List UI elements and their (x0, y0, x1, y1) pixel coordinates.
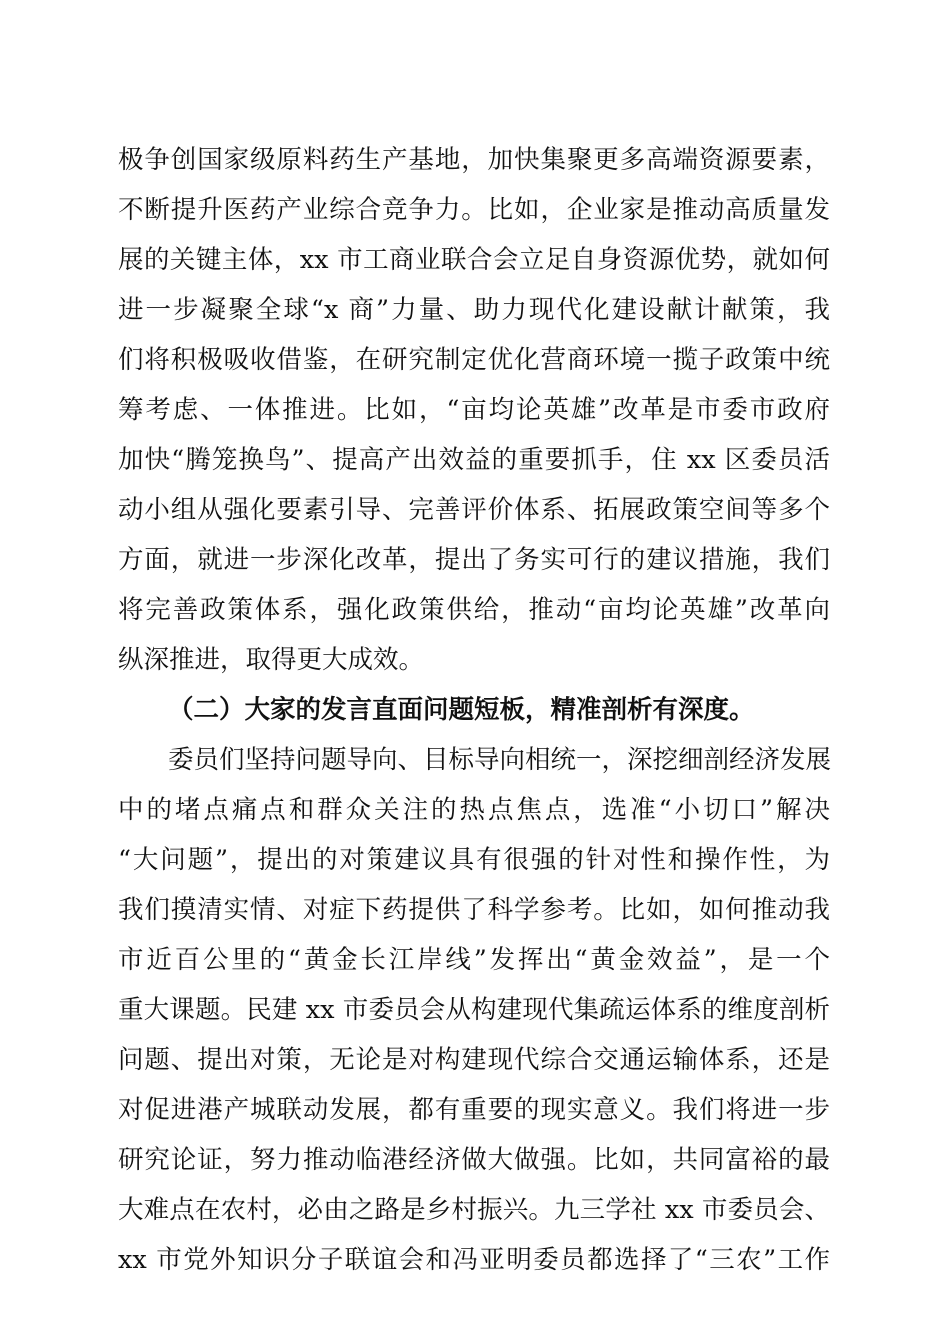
paragraph-line: 市近百公里的“黄金长江岸线”发挥出“黄金效益”，是一个 (118, 945, 830, 975)
paragraph-line: 进一步凝聚全球“x 商”力量、助力现代化建设献计献策，我 (118, 295, 830, 325)
paragraph-line: 纵深推进，取得更大成效。 (118, 645, 425, 675)
paragraph-line: 中的堵点痛点和群众关注的热点焦点，选准“小切口”解决 (118, 795, 830, 825)
paragraph-line: 方面，就进一步深化改革，提出了务实可行的建议措施，我们 (118, 545, 830, 575)
section-heading: （二）大家的发言直面问题短板，精准剖析有深度。 (168, 695, 755, 725)
paragraph-line: 问题、提出对策，无论是对构建现代综合交通运输体系，还是 (118, 1045, 830, 1075)
paragraph-line: 委员们坚持问题导向、目标导向相统一，深挖细剖经济发展 (168, 745, 832, 775)
paragraph-line: 大难点在农村，必由之路是乡村振兴。九三学社 xx 市委员会、 (118, 1195, 830, 1225)
paragraph-line: 加快“腾笼换鸟”、提高产出效益的重要抓手，住 xx 区委员活 (118, 445, 830, 475)
paragraph-line: 重大课题。民建 xx 市委员会从构建现代集疏运体系的维度剖析 (118, 995, 830, 1025)
paragraph-line: 对促进港产城联动发展，都有重要的现实意义。我们将进一步 (118, 1095, 830, 1125)
paragraph-line: 不断提升医药产业综合竞争力。比如，企业家是推动高质量发 (118, 195, 830, 225)
paragraph-line: 动小组从强化要素引导、完善评价体系、拓展政策空间等多个 (118, 495, 830, 525)
paragraph-line: “大问题”，提出的对策建议具有很强的针对性和操作性，为 (118, 845, 830, 875)
paragraph-line: xx 市党外知识分子联谊会和冯亚明委员都选择了“三农”工作 (118, 1245, 830, 1275)
paragraph-line: 将完善政策体系，强化政策供给，推动“亩均论英雄”改革向 (118, 595, 830, 625)
paragraph-line: 筹考虑、一体推进。比如，“亩均论英雄”改革是市委市政府 (118, 395, 830, 425)
paragraph-line: 研究论证，努力推动临港经济做大做强。比如，共同富裕的最 (118, 1145, 830, 1175)
paragraph-line: 展的关键主体，xx 市工商业联合会立足自身资源优势，就如何 (118, 245, 830, 275)
paragraph-line: 我们摸清实情、对症下药提供了科学参考。比如，如何推动我 (118, 895, 830, 925)
paragraph-line: 们将积极吸收借鉴，在研究制定优化营商环境一揽子政策中统 (118, 345, 830, 375)
paragraph-line: 极争创国家级原料药生产基地，加快集聚更多高端资源要素， (118, 145, 830, 175)
